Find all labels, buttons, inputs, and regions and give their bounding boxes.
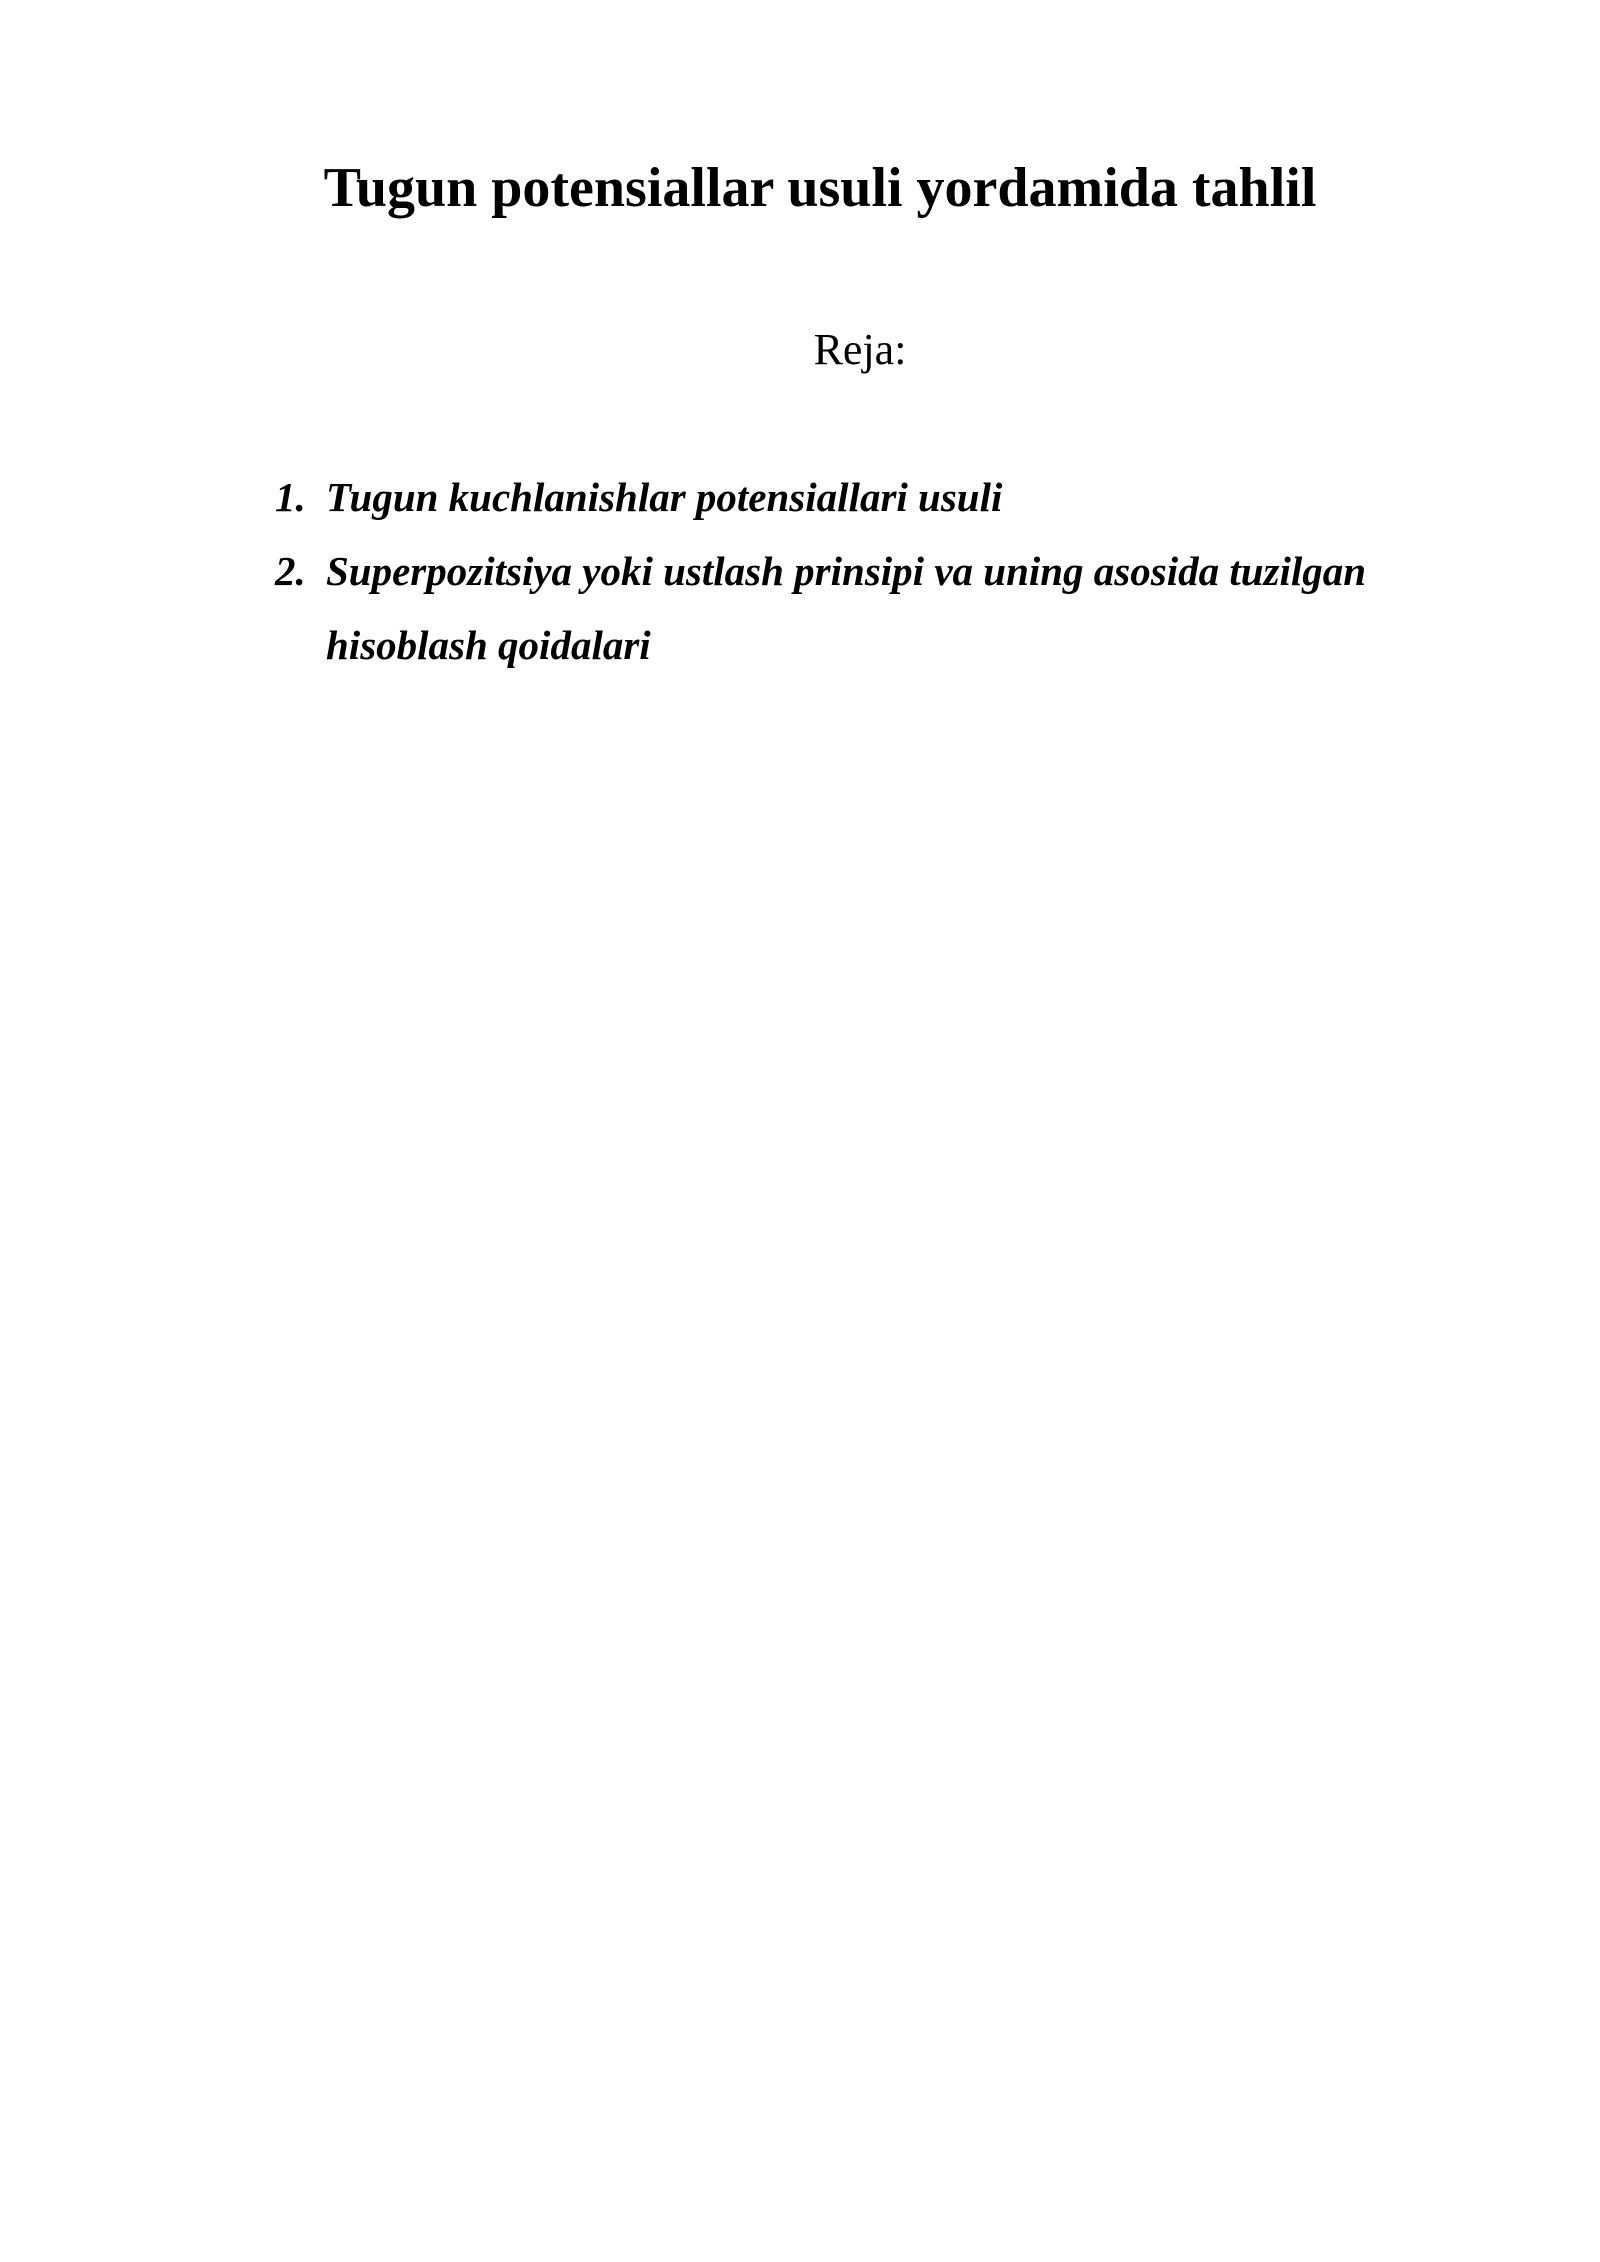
list-item-number: 1.: [275, 474, 306, 520]
list-item: [0, 460, 1600, 534]
list-item-number: 2.: [275, 548, 306, 594]
plan-heading: Reja:: [813, 325, 907, 374]
list-item-text: Superpozitsiya yoki ustlash prinsipi va uning asosida tuzilgan hisoblash qoidalari: [326, 548, 1367, 668]
list-item-text: Tugun kuchlanishlar potensiallari usuli: [326, 474, 1003, 520]
list-item: [0, 534, 1600, 682]
plan-list: [0, 460, 1600, 682]
page-title: Tugun potensiallar usuli yordamida tahlil: [323, 157, 1317, 219]
